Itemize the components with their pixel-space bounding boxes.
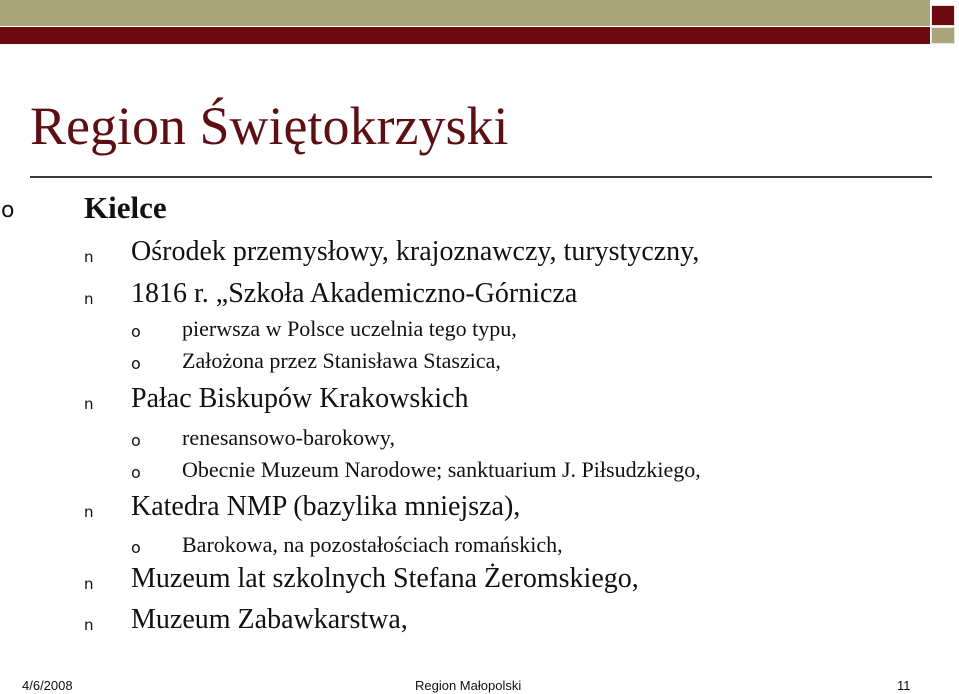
list-item-level-2: Muzeum Zabawkarstwa,	[131, 604, 408, 635]
bullet-level-2-icon: n	[84, 503, 94, 521]
list-item-level-3: Obecnie Muzeum Narodowe; sanktuarium J. Piłsudzkiego,	[182, 457, 701, 482]
bullet-level-2-icon: n	[84, 248, 94, 266]
corner-square-olive	[931, 27, 955, 44]
slide-title: Region Świętokrzyski	[30, 96, 509, 156]
bullet-level-3-icon: o	[131, 463, 141, 482]
list-item-level-3: renesansowo-barokowy,	[182, 425, 396, 450]
bullet-level-3-icon: o	[131, 538, 141, 557]
bullet-level-2-icon: n	[84, 616, 94, 634]
bullet-level-3-icon: o	[131, 431, 141, 450]
corner-square-maroon	[931, 5, 955, 26]
list-item-level-3: Założona przez Stanisława Staszica,	[182, 348, 501, 373]
bullet-level-2-icon: n	[84, 395, 94, 413]
bullet-level-2-icon: n	[84, 575, 94, 593]
footer-date: 4/6/2008	[22, 678, 73, 693]
list-item-level-3: pierwsza w Polsce uczelnia tego typu,	[182, 316, 517, 341]
list-item-level-3: Barokowa, na pozostałościach romańskich,	[182, 532, 563, 557]
header-bar-maroon	[0, 27, 930, 44]
footer-page-number: 11	[897, 678, 911, 693]
footer-center: Region Małopolski	[415, 678, 522, 693]
list-item-level-2: Ośrodek przemysłowy, krajoznawczy, turystyczny,	[131, 236, 700, 267]
list-item-level-2: 1816 r. „Szkoła Akademiczno-Górnicza	[131, 278, 578, 309]
list-item-level-2: Pałac Biskupów Krakowskich	[131, 383, 469, 414]
bullet-level-2-icon: n	[84, 290, 94, 308]
bullet-level-1-icon: o	[1, 198, 15, 223]
bullet-level-3-icon: o	[131, 354, 141, 373]
list-item-level-2: Muzeum lat szkolnych Stefana Żeromskiego,	[131, 563, 639, 594]
list-item-level-2: Katedra NMP (bazylika mniejsza),	[131, 491, 521, 522]
title-divider	[30, 176, 932, 178]
bullet-level-3-icon: o	[131, 322, 141, 341]
header-bar-olive	[0, 0, 930, 26]
list-item-level-1: Kielce	[84, 190, 167, 225]
